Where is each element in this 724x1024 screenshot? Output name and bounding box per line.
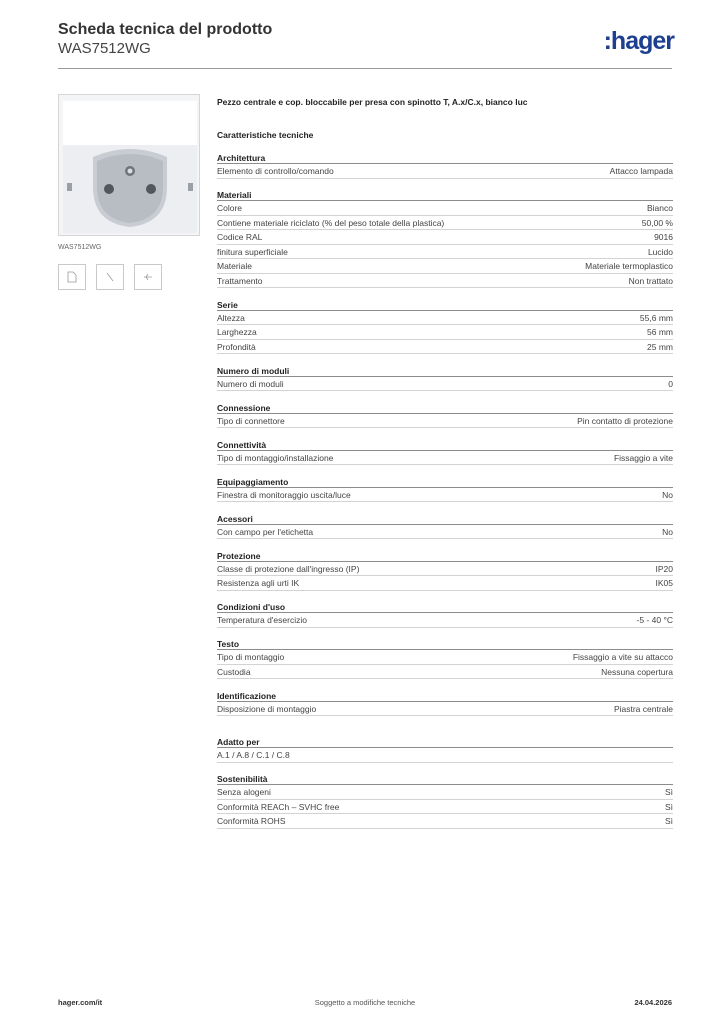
row-label: Contiene materiale riciclato (% del peso totale della plastica)	[217, 217, 445, 228]
row-value: 55,6 mm	[639, 312, 673, 323]
row-value: Lucido	[647, 246, 673, 257]
section-title: Acessori	[217, 514, 673, 525]
row-label: Tipo di montaggio	[217, 652, 285, 662]
row-label: Trattamento	[217, 275, 263, 286]
section-title: Testo	[217, 639, 673, 650]
row-label: Materiale	[217, 261, 252, 271]
row-value: 50,00 %	[641, 217, 673, 228]
spec-row	[217, 665, 673, 680]
row-value: Sì	[664, 787, 673, 797]
section-sustainability	[217, 774, 673, 829]
row-value: Sì	[664, 801, 673, 812]
product-image	[58, 94, 200, 236]
spec-row	[217, 259, 673, 274]
product-code: WAS7512WG	[58, 40, 151, 57]
spec-row	[217, 702, 673, 717]
row-label: Con campo per l'etichetta	[217, 526, 314, 537]
spec-section	[217, 477, 673, 503]
row-value: Fissaggio a vite su attacco	[572, 652, 673, 662]
section-title: Serie	[217, 300, 673, 311]
spec-section	[217, 551, 673, 591]
section-title: Connessione	[217, 403, 673, 414]
row-value: 0	[668, 378, 673, 389]
row-value: Attacco lampada	[609, 166, 673, 176]
spec-row	[217, 311, 673, 326]
row-label: Colore	[217, 203, 243, 213]
row-label: A.1 / A.8 / C.1 / C.8	[217, 750, 290, 760]
row-label: Larghezza	[217, 327, 257, 337]
row-value: Materiale termoplastico	[585, 261, 673, 271]
spec-row	[217, 748, 673, 763]
section-title: Materiali	[217, 190, 673, 201]
row-value: Non trattato	[628, 275, 673, 286]
spec-row	[217, 325, 673, 340]
thumbnail-document[interactable]	[58, 264, 86, 290]
spec-section	[217, 691, 673, 717]
spec-row	[217, 814, 673, 829]
row-value: 25 mm	[647, 341, 673, 352]
section-title: Condizioni d'uso	[217, 602, 673, 613]
spec-row	[217, 562, 673, 577]
page-title: Scheda tecnica del prodotto	[58, 21, 273, 38]
footer-date: 24.04.2026	[634, 998, 672, 1007]
footer-note: Soggetto a modifiche tecniche	[314, 998, 416, 1007]
spec-row	[217, 613, 673, 628]
spec-row	[217, 488, 673, 503]
row-label: Disposizione di montaggio	[217, 703, 317, 714]
section-title: Numero di moduli	[217, 366, 673, 377]
row-value: Bianco	[647, 203, 673, 213]
section-title: Protezione	[217, 551, 673, 562]
spec-row	[217, 650, 673, 665]
row-value: No	[662, 526, 673, 537]
spec-section	[217, 602, 673, 628]
row-label: Custodia	[217, 666, 251, 677]
image-caption: WAS7512WG	[58, 244, 102, 251]
spec-row	[217, 377, 673, 392]
footer-website[interactable]: hager.com/it	[58, 998, 103, 1007]
section-title: Connettività	[217, 440, 673, 451]
spec-section	[217, 153, 673, 179]
spec-row	[217, 451, 673, 466]
row-value: Pin contatto di protezione	[577, 415, 673, 426]
header-divider	[58, 68, 672, 69]
spec-row	[217, 785, 673, 800]
spec-row	[217, 414, 673, 429]
row-label: Classe di protezione dall'ingresso (IP)	[217, 563, 360, 574]
spec-content	[217, 96, 673, 840]
row-label: Altezza	[217, 312, 245, 323]
spec-row	[217, 274, 673, 289]
row-label: Profondità	[217, 341, 256, 352]
row-value: 9016	[654, 232, 673, 242]
socket-image	[59, 95, 200, 236]
row-label: Numero di moduli	[217, 378, 284, 389]
row-value: Nessuna copertura	[601, 666, 673, 677]
thumbnail-wire[interactable]	[134, 264, 162, 290]
document-icon	[67, 271, 77, 283]
row-value: -5 - 40 °C	[636, 615, 673, 625]
spec-row	[217, 164, 673, 179]
row-label: Resistenza agli urti IK	[217, 578, 300, 588]
row-label: Elemento di controllo/comando	[217, 166, 334, 176]
row-value: Piastra centrale	[613, 703, 673, 714]
section-title: Architettura	[217, 153, 673, 164]
section-suitable-for	[217, 737, 673, 763]
section-title: Identificazione	[217, 691, 673, 702]
row-label: Conformità REACh – SVHC free	[217, 801, 340, 812]
spec-row	[217, 800, 673, 815]
spec-section	[217, 403, 673, 429]
section-title: Adatto per	[217, 737, 673, 748]
thumbnail-pen[interactable]	[96, 264, 124, 290]
spec-section	[217, 190, 673, 288]
tech-title: Caratteristiche tecniche	[217, 130, 314, 140]
section-title: Equipaggiamento	[217, 477, 673, 488]
spec-row	[217, 230, 673, 245]
spec-section	[217, 639, 673, 679]
row-label: Tipo di connettore	[217, 415, 285, 426]
row-label: Tipo di montaggio/installazione	[217, 452, 334, 463]
row-label: finitura superficiale	[217, 246, 288, 257]
row-value: No	[662, 489, 673, 500]
thumbnail-strip	[58, 264, 162, 290]
spec-row	[217, 576, 673, 591]
row-value: Sì	[664, 816, 673, 826]
row-value: Fissaggio a vite	[613, 452, 673, 463]
wire-icon	[142, 272, 154, 282]
spec-row	[217, 525, 673, 540]
row-label: Conformità ROHS	[217, 816, 286, 826]
hager-logo: :hager	[603, 27, 674, 55]
pen-icon	[105, 271, 115, 283]
spec-sections	[217, 153, 673, 716]
row-value: 56 mm	[647, 327, 673, 337]
spec-row	[217, 340, 673, 355]
spec-section	[217, 440, 673, 466]
row-value: IK05	[655, 578, 673, 588]
row-value: IP20	[655, 563, 673, 574]
row-label: Finestra di monitoraggio uscita/luce	[217, 489, 351, 500]
spec-section	[217, 300, 673, 355]
product-description: Pezzo centrale e cop. bloccabile per presa con spinotto T, A.x/C.x, bianco luc	[217, 97, 528, 107]
spec-row	[217, 245, 673, 260]
spec-row	[217, 216, 673, 231]
spec-row	[217, 201, 673, 216]
spec-section	[217, 366, 673, 392]
section-title: Sostenibilità	[217, 774, 673, 785]
row-label: Codice RAL	[217, 232, 263, 242]
row-label: Senza alogeni	[217, 787, 271, 797]
row-label: Temperatura d'esercizio	[217, 615, 307, 625]
spec-section	[217, 514, 673, 540]
